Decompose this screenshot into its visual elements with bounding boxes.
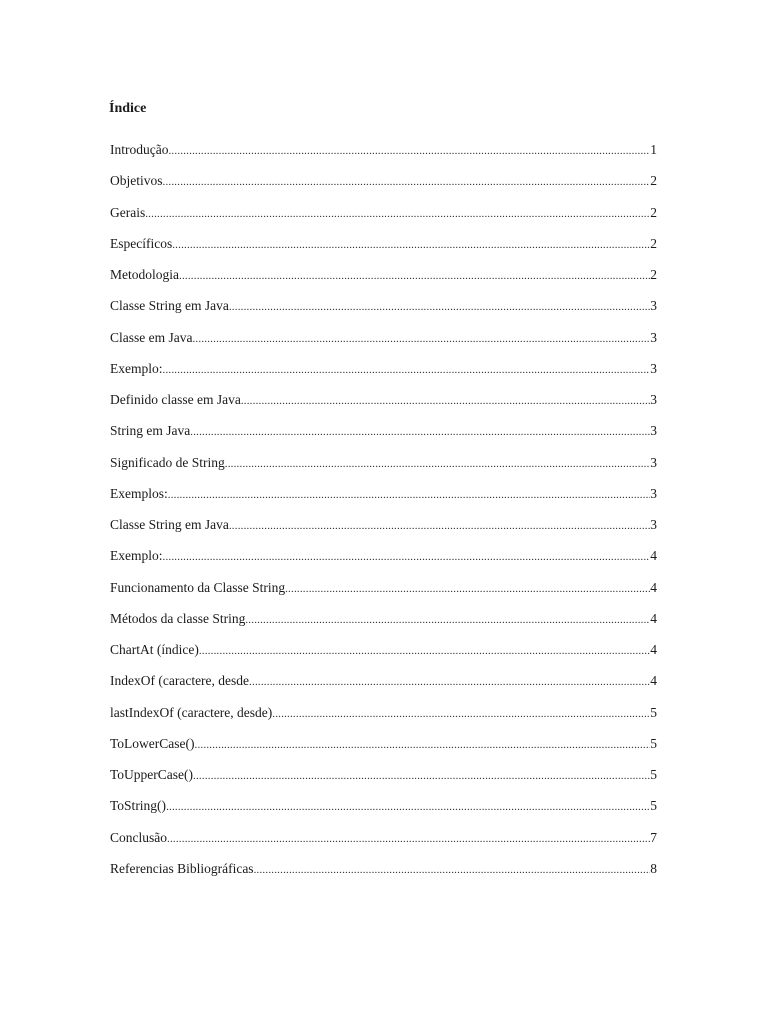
toc-entry-label: Específicos [110,235,173,251]
toc-entry-label: ToString() [110,798,167,814]
toc-dot-leader [145,205,650,223]
toc-entry-label: IndexOf (caractere, desde [110,673,250,689]
toc-entry-label: Gerais [110,204,146,220]
toc-entry-page: 2 [650,235,657,251]
toc-entry [110,204,657,235]
toc-entry-page: 3 [650,485,657,501]
toc-entry-page: 5 [650,798,657,814]
toc-entry-page: 4 [650,579,657,595]
toc-dot-leader [254,861,651,879]
toc-dot-leader [190,423,650,441]
toc-entry-page: 3 [650,298,657,314]
toc-entry-page: 3 [650,517,657,532]
toc-entry [110,454,657,485]
toc-entry [110,797,657,828]
toc-entry-page: 4 [650,673,657,689]
toc-entry [110,704,657,735]
toc-entry [110,516,657,547]
toc-entry-page: 7 [650,829,657,845]
toc-dot-leader [199,642,650,660]
toc-entry-page: 3 [650,360,657,376]
toc-entry [110,766,657,797]
toc-entry-page: 3 [650,392,657,407]
toc-entry-label: Definido classe em Java [110,392,241,407]
toc-entry [110,422,657,453]
toc-dot-leader [245,611,650,629]
toc-entry [110,547,657,578]
toc-dot-leader [179,267,650,285]
toc-entry-label: ToUpperCase() [110,767,194,782]
toc-entry-label: Exemplos: [110,485,168,501]
toc-entry-page: 8 [650,860,657,876]
toc-entry-label: Funcionamento da Classe String [110,579,286,595]
toc-entry-page: 3 [650,454,657,470]
toc-entry-page: 5 [650,704,657,720]
toc-entry-page: 5 [650,735,657,751]
toc-entry-label: Exemplo: [110,548,163,564]
toc-list [110,141,657,891]
toc-entry [110,579,657,610]
toc-entry [110,735,657,766]
toc-entry-label: Objetivos [110,173,163,189]
toc-entry-page: 2 [650,267,657,282]
toc-dot-leader [285,580,650,598]
toc-dot-leader [168,486,651,504]
toc-entry-label: Significado de String [110,454,225,470]
toc-entry [110,266,657,297]
toc-entry-label: Conclusão [110,829,167,845]
toc-dot-leader [241,392,650,410]
toc-dot-leader [229,298,650,316]
toc-entry-page: 4 [650,548,657,564]
toc-entry-label: Métodos da classe String [110,610,246,626]
toc-entry [110,485,657,516]
toc-dot-leader [163,361,651,379]
toc-dot-leader [167,830,650,848]
toc-entry [110,641,657,672]
toc-dot-leader [195,736,651,754]
toc-entry [110,610,657,641]
toc-entry-label: Introdução [110,142,169,157]
toc-entry-label: Classe em Java [110,329,193,345]
toc-entry-label: Classe String em Java [110,298,229,314]
toc-entry [110,829,657,860]
toc-entry [110,172,657,203]
toc-entry-label: String em Java [110,423,191,439]
toc-entry-label: Exemplo: [110,360,163,376]
toc-dot-leader [168,142,650,160]
toc-entry-label: lastIndexOf (caractere, desde) [110,704,273,720]
toc-dot-leader [193,767,650,785]
toc-entry [110,235,657,266]
toc-entry-page: 5 [650,767,657,782]
toc-dot-leader [163,173,651,191]
toc-dot-leader [249,673,650,691]
toc-entry-label: Classe String em Java [110,517,229,532]
toc-entry [110,329,657,360]
toc-entry [110,391,657,422]
toc-dot-leader [166,798,650,816]
toc-entry-page: 1 [650,142,657,157]
toc-dot-leader [229,517,650,535]
toc-entry [110,860,657,891]
toc-dot-leader [172,236,650,254]
toc-entry [110,297,657,328]
toc-dot-leader [272,705,650,723]
toc-dot-leader [225,455,651,473]
toc-entry-page: 4 [650,642,657,657]
toc-dot-leader [192,330,650,348]
toc-entry-label: Referencias Bibliográficas [110,860,254,876]
toc-entry [110,672,657,703]
toc-title: Índice [109,101,147,116]
toc-entry [110,141,657,172]
toc-entry-page: 4 [650,610,657,626]
toc-entry-page: 3 [650,329,657,345]
toc-entry-label: ToLowerCase() [110,735,195,751]
toc-entry [110,360,657,391]
toc-entry-page: 2 [650,204,657,220]
toc-entry-label: ChartAt (índice) [110,642,199,657]
toc-entry-page: 3 [650,423,657,439]
toc-dot-leader [163,548,651,566]
toc-entry-page: 2 [650,173,657,189]
toc-entry-label: Metodologia [110,267,179,282]
